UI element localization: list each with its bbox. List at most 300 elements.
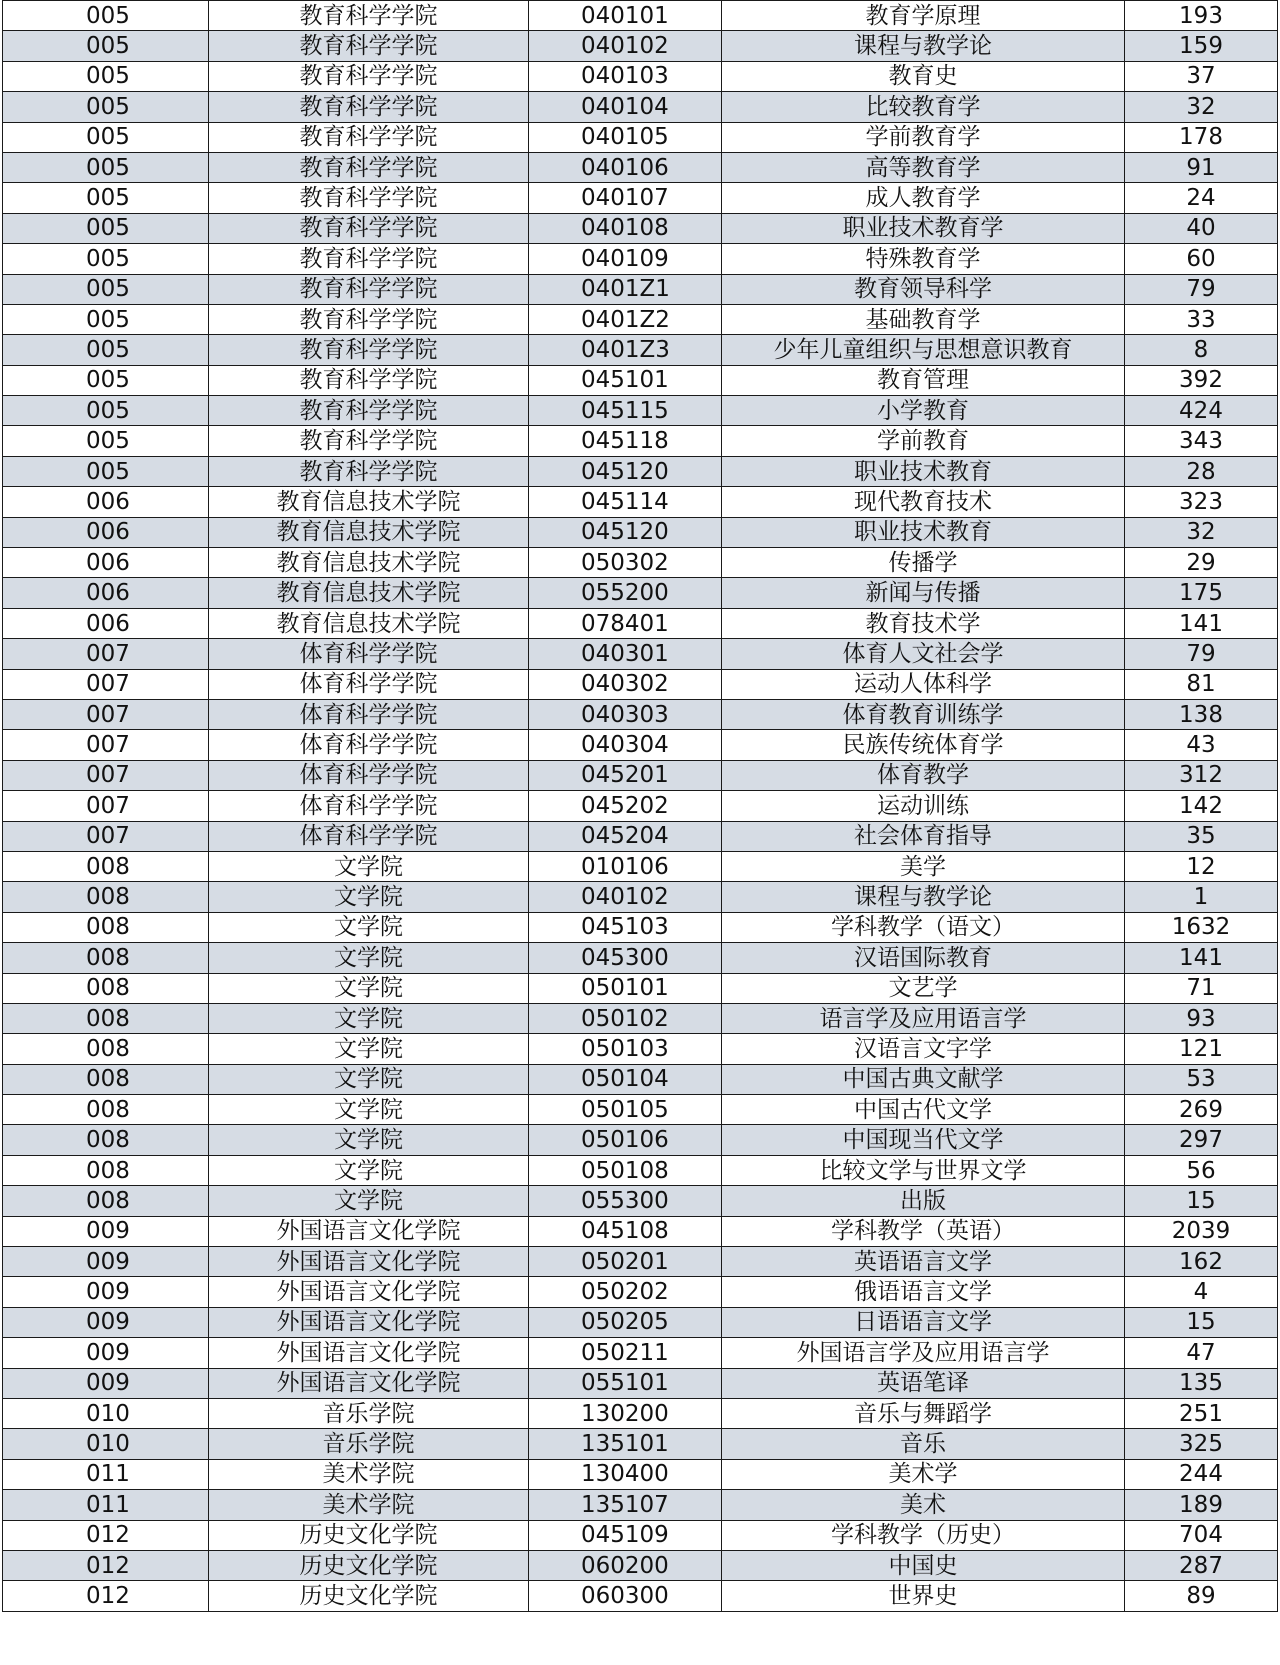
college-code-cell: 005 (3, 274, 209, 304)
major-name-cell: 运动训练 (722, 791, 1125, 821)
major-code-cell: 050302 (529, 548, 722, 578)
major-name-cell: 美术 (722, 1490, 1125, 1520)
count-cell: 8 (1125, 335, 1278, 365)
major-code-cell: 0401Z3 (529, 335, 722, 365)
college-name-cell: 教育信息技术学院 (209, 517, 529, 547)
major-name-cell: 语言学及应用语言学 (722, 1003, 1125, 1033)
count-cell: 47 (1125, 1338, 1278, 1368)
table-row (3, 791, 1278, 821)
count-cell: 15 (1125, 1186, 1278, 1216)
count-cell: 56 (1125, 1155, 1278, 1185)
table-row (3, 1125, 1278, 1155)
major-code-cell: 045202 (529, 791, 722, 821)
count-cell: 269 (1125, 1095, 1278, 1125)
college-code-cell: 008 (3, 1125, 209, 1155)
college-code-cell: 006 (3, 608, 209, 638)
table-row (3, 122, 1278, 152)
table-row (3, 1155, 1278, 1185)
major-name-cell: 比较教育学 (722, 92, 1125, 122)
major-name-cell: 音乐 (722, 1429, 1125, 1459)
major-name-cell: 小学教育 (722, 396, 1125, 426)
college-name-cell: 教育科学学院 (209, 456, 529, 486)
college-code-cell: 005 (3, 92, 209, 122)
count-cell: 178 (1125, 122, 1278, 152)
major-code-cell: 040109 (529, 244, 722, 274)
major-code-cell: 135107 (529, 1490, 722, 1520)
major-code-cell: 045300 (529, 943, 722, 973)
count-cell: 323 (1125, 487, 1278, 517)
major-code-cell: 055101 (529, 1368, 722, 1398)
major-code-cell: 060300 (529, 1581, 722, 1611)
major-name-cell: 学科教学（语文） (722, 912, 1125, 942)
college-code-cell: 005 (3, 304, 209, 334)
college-code-cell: 008 (3, 1155, 209, 1185)
table-row (3, 1307, 1278, 1337)
college-code-cell: 009 (3, 1216, 209, 1246)
count-cell: 32 (1125, 92, 1278, 122)
count-cell: 1632 (1125, 912, 1278, 942)
major-code-cell: 045114 (529, 487, 722, 517)
table-row (3, 760, 1278, 790)
college-code-cell: 009 (3, 1307, 209, 1337)
table-row (3, 1368, 1278, 1398)
major-code-cell: 130400 (529, 1459, 722, 1489)
college-name-cell: 美术学院 (209, 1490, 529, 1520)
college-name-cell: 教育科学学院 (209, 1, 529, 31)
college-code-cell: 006 (3, 517, 209, 547)
count-cell: 40 (1125, 213, 1278, 243)
major-code-cell: 130200 (529, 1398, 722, 1428)
count-cell: 141 (1125, 943, 1278, 973)
table-row (3, 183, 1278, 213)
college-code-cell: 005 (3, 1, 209, 31)
major-name-cell: 学前教育 (722, 426, 1125, 456)
table-row (3, 213, 1278, 243)
major-name-cell: 音乐与舞蹈学 (722, 1398, 1125, 1428)
table-row (3, 1, 1278, 31)
major-code-cell: 040301 (529, 639, 722, 669)
college-code-cell: 008 (3, 973, 209, 1003)
major-code-cell: 045115 (529, 396, 722, 426)
major-name-cell: 文艺学 (722, 973, 1125, 1003)
major-name-cell: 教育学原理 (722, 1, 1125, 31)
college-name-cell: 外国语言文化学院 (209, 1277, 529, 1307)
college-code-cell: 005 (3, 396, 209, 426)
count-cell: 79 (1125, 639, 1278, 669)
college-name-cell: 教育科学学院 (209, 396, 529, 426)
college-name-cell: 历史文化学院 (209, 1550, 529, 1580)
major-name-cell: 民族传统体育学 (722, 730, 1125, 760)
count-cell: 37 (1125, 61, 1278, 91)
college-name-cell: 外国语言文化学院 (209, 1307, 529, 1337)
count-cell: 244 (1125, 1459, 1278, 1489)
major-name-cell: 少年儿童组织与思想意识教育 (722, 335, 1125, 365)
college-code-cell: 005 (3, 365, 209, 395)
count-cell: 81 (1125, 669, 1278, 699)
major-code-cell: 055200 (529, 578, 722, 608)
major-name-cell: 学前教育学 (722, 122, 1125, 152)
major-name-cell: 成人教育学 (722, 183, 1125, 213)
major-name-cell: 学科教学（历史） (722, 1520, 1125, 1550)
college-name-cell: 教育科学学院 (209, 213, 529, 243)
count-cell: 29 (1125, 548, 1278, 578)
major-name-cell: 汉语言文字学 (722, 1034, 1125, 1064)
college-code-cell: 005 (3, 213, 209, 243)
college-name-cell: 体育科学学院 (209, 699, 529, 729)
college-code-cell: 005 (3, 61, 209, 91)
college-name-cell: 体育科学学院 (209, 760, 529, 790)
college-name-cell: 美术学院 (209, 1459, 529, 1489)
table-row (3, 699, 1278, 729)
major-code-cell: 050102 (529, 1003, 722, 1033)
college-code-cell: 008 (3, 1034, 209, 1064)
college-name-cell: 教育科学学院 (209, 426, 529, 456)
count-cell: 2039 (1125, 1216, 1278, 1246)
major-name-cell: 俄语语言文学 (722, 1277, 1125, 1307)
college-name-cell: 文学院 (209, 1186, 529, 1216)
table-row (3, 456, 1278, 486)
table-row (3, 943, 1278, 973)
college-code-cell: 006 (3, 578, 209, 608)
major-code-cell: 045201 (529, 760, 722, 790)
college-code-cell: 009 (3, 1338, 209, 1368)
table-row (3, 304, 1278, 334)
count-cell: 175 (1125, 578, 1278, 608)
table-row (3, 1064, 1278, 1094)
major-name-cell: 出版 (722, 1186, 1125, 1216)
table-body (3, 1, 1278, 1612)
college-name-cell: 文学院 (209, 1003, 529, 1033)
count-cell: 93 (1125, 1003, 1278, 1033)
table-row (3, 365, 1278, 395)
table-row (3, 578, 1278, 608)
major-name-cell: 现代教育技术 (722, 487, 1125, 517)
major-name-cell: 中国古代文学 (722, 1095, 1125, 1125)
major-code-cell: 045120 (529, 517, 722, 547)
college-code-cell: 008 (3, 882, 209, 912)
college-code-cell: 010 (3, 1398, 209, 1428)
major-code-cell: 040104 (529, 92, 722, 122)
table-row (3, 882, 1278, 912)
count-cell: 142 (1125, 791, 1278, 821)
major-code-cell: 135101 (529, 1429, 722, 1459)
major-name-cell: 比较文学与世界文学 (722, 1155, 1125, 1185)
table-row (3, 1003, 1278, 1033)
count-cell: 159 (1125, 31, 1278, 61)
college-name-cell: 体育科学学院 (209, 730, 529, 760)
major-code-cell: 0401Z1 (529, 274, 722, 304)
count-cell: 297 (1125, 1125, 1278, 1155)
major-name-cell: 教育技术学 (722, 608, 1125, 638)
count-cell: 424 (1125, 396, 1278, 426)
enrollment-table (2, 0, 1278, 1612)
major-code-cell: 040108 (529, 213, 722, 243)
count-cell: 43 (1125, 730, 1278, 760)
major-name-cell: 特殊教育学 (722, 244, 1125, 274)
table-row (3, 730, 1278, 760)
college-name-cell: 教育科学学院 (209, 365, 529, 395)
major-code-cell: 050201 (529, 1247, 722, 1277)
table-row (3, 608, 1278, 638)
major-name-cell: 体育教育训练学 (722, 699, 1125, 729)
count-cell: 89 (1125, 1581, 1278, 1611)
count-cell: 32 (1125, 517, 1278, 547)
table-row (3, 61, 1278, 91)
college-name-cell: 教育科学学院 (209, 92, 529, 122)
major-code-cell: 0401Z2 (529, 304, 722, 334)
college-code-cell: 007 (3, 730, 209, 760)
college-code-cell: 006 (3, 487, 209, 517)
major-name-cell: 学科教学（英语） (722, 1216, 1125, 1246)
table-row (3, 1095, 1278, 1125)
count-cell: 189 (1125, 1490, 1278, 1520)
college-code-cell: 007 (3, 791, 209, 821)
table-row (3, 1247, 1278, 1277)
count-cell: 392 (1125, 365, 1278, 395)
major-code-cell: 050101 (529, 973, 722, 1003)
table-row (3, 1186, 1278, 1216)
major-name-cell: 英语笔译 (722, 1368, 1125, 1398)
college-name-cell: 体育科学学院 (209, 791, 529, 821)
table-row (3, 548, 1278, 578)
major-name-cell: 美术学 (722, 1459, 1125, 1489)
major-name-cell: 体育教学 (722, 760, 1125, 790)
table-row (3, 426, 1278, 456)
table-row (3, 1216, 1278, 1246)
college-name-cell: 文学院 (209, 1034, 529, 1064)
major-name-cell: 中国史 (722, 1550, 1125, 1580)
college-code-cell: 009 (3, 1277, 209, 1307)
major-code-cell: 055300 (529, 1186, 722, 1216)
table-row (3, 851, 1278, 881)
major-code-cell: 045204 (529, 821, 722, 851)
college-name-cell: 教育信息技术学院 (209, 548, 529, 578)
table-row (3, 1459, 1278, 1489)
table-row (3, 1490, 1278, 1520)
college-code-cell: 012 (3, 1581, 209, 1611)
college-name-cell: 音乐学院 (209, 1398, 529, 1428)
table-row (3, 1277, 1278, 1307)
college-code-cell: 008 (3, 1064, 209, 1094)
major-code-cell: 078401 (529, 608, 722, 638)
table-row (3, 1581, 1278, 1611)
major-code-cell: 050106 (529, 1125, 722, 1155)
table-row (3, 31, 1278, 61)
college-name-cell: 文学院 (209, 943, 529, 973)
college-name-cell: 文学院 (209, 1125, 529, 1155)
table-row (3, 821, 1278, 851)
college-code-cell: 011 (3, 1490, 209, 1520)
college-name-cell: 历史文化学院 (209, 1520, 529, 1550)
major-name-cell: 中国古典文献学 (722, 1064, 1125, 1094)
college-name-cell: 教育科学学院 (209, 244, 529, 274)
table-row (3, 912, 1278, 942)
college-name-cell: 教育科学学院 (209, 183, 529, 213)
table-row (3, 396, 1278, 426)
college-code-cell: 008 (3, 1003, 209, 1033)
count-cell: 28 (1125, 456, 1278, 486)
college-name-cell: 教育科学学院 (209, 304, 529, 334)
major-code-cell: 050105 (529, 1095, 722, 1125)
major-code-cell: 040304 (529, 730, 722, 760)
table-row (3, 487, 1278, 517)
count-cell: 312 (1125, 760, 1278, 790)
college-code-cell: 009 (3, 1368, 209, 1398)
major-code-cell: 050104 (529, 1064, 722, 1094)
major-code-cell: 040105 (529, 122, 722, 152)
major-code-cell: 045109 (529, 1520, 722, 1550)
major-name-cell: 体育人文社会学 (722, 639, 1125, 669)
college-code-cell: 012 (3, 1550, 209, 1580)
major-name-cell: 日语语言文学 (722, 1307, 1125, 1337)
count-cell: 135 (1125, 1368, 1278, 1398)
major-code-cell: 040303 (529, 699, 722, 729)
count-cell: 4 (1125, 1277, 1278, 1307)
major-code-cell: 040101 (529, 1, 722, 31)
major-name-cell: 社会体育指导 (722, 821, 1125, 851)
major-name-cell: 美学 (722, 851, 1125, 881)
college-name-cell: 教育科学学院 (209, 152, 529, 182)
college-name-cell: 教育科学学院 (209, 274, 529, 304)
major-name-cell: 高等教育学 (722, 152, 1125, 182)
college-name-cell: 文学院 (209, 882, 529, 912)
college-name-cell: 体育科学学院 (209, 639, 529, 669)
count-cell: 141 (1125, 608, 1278, 638)
college-name-cell: 外国语言文化学院 (209, 1247, 529, 1277)
college-name-cell: 体育科学学院 (209, 669, 529, 699)
major-name-cell: 课程与教学论 (722, 882, 1125, 912)
college-code-cell: 007 (3, 699, 209, 729)
table-row (3, 669, 1278, 699)
college-name-cell: 教育科学学院 (209, 335, 529, 365)
table-row (3, 152, 1278, 182)
college-code-cell: 005 (3, 335, 209, 365)
college-name-cell: 音乐学院 (209, 1429, 529, 1459)
college-code-cell: 009 (3, 1247, 209, 1277)
count-cell: 91 (1125, 152, 1278, 182)
college-code-cell: 005 (3, 152, 209, 182)
major-code-cell: 045101 (529, 365, 722, 395)
major-code-cell: 050211 (529, 1338, 722, 1368)
college-name-cell: 文学院 (209, 1155, 529, 1185)
table-row (3, 973, 1278, 1003)
college-code-cell: 008 (3, 943, 209, 973)
major-code-cell: 040302 (529, 669, 722, 699)
college-name-cell: 教育信息技术学院 (209, 487, 529, 517)
major-code-cell: 045108 (529, 1216, 722, 1246)
table-row (3, 1429, 1278, 1459)
table-row (3, 1550, 1278, 1580)
major-code-cell: 050202 (529, 1277, 722, 1307)
major-code-cell: 045120 (529, 456, 722, 486)
count-cell: 162 (1125, 1247, 1278, 1277)
major-name-cell: 中国现当代文学 (722, 1125, 1125, 1155)
college-name-cell: 教育信息技术学院 (209, 578, 529, 608)
college-name-cell: 文学院 (209, 851, 529, 881)
major-code-cell: 040102 (529, 31, 722, 61)
college-code-cell: 008 (3, 851, 209, 881)
count-cell: 12 (1125, 851, 1278, 881)
count-cell: 121 (1125, 1034, 1278, 1064)
major-name-cell: 教育史 (722, 61, 1125, 91)
college-name-cell: 教育科学学院 (209, 31, 529, 61)
count-cell: 79 (1125, 274, 1278, 304)
college-code-cell: 005 (3, 456, 209, 486)
college-name-cell: 外国语言文化学院 (209, 1368, 529, 1398)
college-name-cell: 教育科学学院 (209, 61, 529, 91)
table-row (3, 335, 1278, 365)
count-cell: 33 (1125, 304, 1278, 334)
count-cell: 704 (1125, 1520, 1278, 1550)
table-row (3, 92, 1278, 122)
college-code-cell: 005 (3, 122, 209, 152)
college-code-cell: 008 (3, 1095, 209, 1125)
major-name-cell: 职业技术教育 (722, 517, 1125, 547)
college-name-cell: 文学院 (209, 973, 529, 1003)
count-cell: 193 (1125, 1, 1278, 31)
major-code-cell: 045103 (529, 912, 722, 942)
count-cell: 71 (1125, 973, 1278, 1003)
major-name-cell: 职业技术教育学 (722, 213, 1125, 243)
count-cell: 24 (1125, 183, 1278, 213)
count-cell: 60 (1125, 244, 1278, 274)
college-code-cell: 007 (3, 669, 209, 699)
count-cell: 35 (1125, 821, 1278, 851)
table-row (3, 1034, 1278, 1064)
table-row (3, 639, 1278, 669)
major-name-cell: 基础教育学 (722, 304, 1125, 334)
college-code-cell: 012 (3, 1520, 209, 1550)
major-code-cell: 050108 (529, 1155, 722, 1185)
college-code-cell: 007 (3, 760, 209, 790)
college-name-cell: 外国语言文化学院 (209, 1338, 529, 1368)
major-code-cell: 040107 (529, 183, 722, 213)
major-code-cell: 040103 (529, 61, 722, 91)
college-code-cell: 007 (3, 639, 209, 669)
major-code-cell: 040102 (529, 882, 722, 912)
major-code-cell: 050205 (529, 1307, 722, 1337)
table-row (3, 1338, 1278, 1368)
major-name-cell: 教育领导科学 (722, 274, 1125, 304)
major-code-cell: 045118 (529, 426, 722, 456)
table-row (3, 244, 1278, 274)
count-cell: 1 (1125, 882, 1278, 912)
count-cell: 343 (1125, 426, 1278, 456)
college-code-cell: 008 (3, 1186, 209, 1216)
count-cell: 251 (1125, 1398, 1278, 1428)
college-name-cell: 文学院 (209, 912, 529, 942)
major-name-cell: 新闻与传播 (722, 578, 1125, 608)
major-code-cell: 040106 (529, 152, 722, 182)
college-name-cell: 教育信息技术学院 (209, 608, 529, 638)
college-code-cell: 005 (3, 31, 209, 61)
college-code-cell: 010 (3, 1429, 209, 1459)
table-row (3, 517, 1278, 547)
count-cell: 138 (1125, 699, 1278, 729)
college-name-cell: 教育科学学院 (209, 122, 529, 152)
count-cell: 287 (1125, 1550, 1278, 1580)
college-name-cell: 文学院 (209, 1064, 529, 1094)
major-name-cell: 传播学 (722, 548, 1125, 578)
major-name-cell: 课程与教学论 (722, 31, 1125, 61)
college-code-cell: 008 (3, 912, 209, 942)
college-code-cell: 005 (3, 426, 209, 456)
college-code-cell: 006 (3, 548, 209, 578)
college-code-cell: 007 (3, 821, 209, 851)
major-name-cell: 汉语国际教育 (722, 943, 1125, 973)
count-cell: 15 (1125, 1307, 1278, 1337)
college-code-cell: 005 (3, 183, 209, 213)
